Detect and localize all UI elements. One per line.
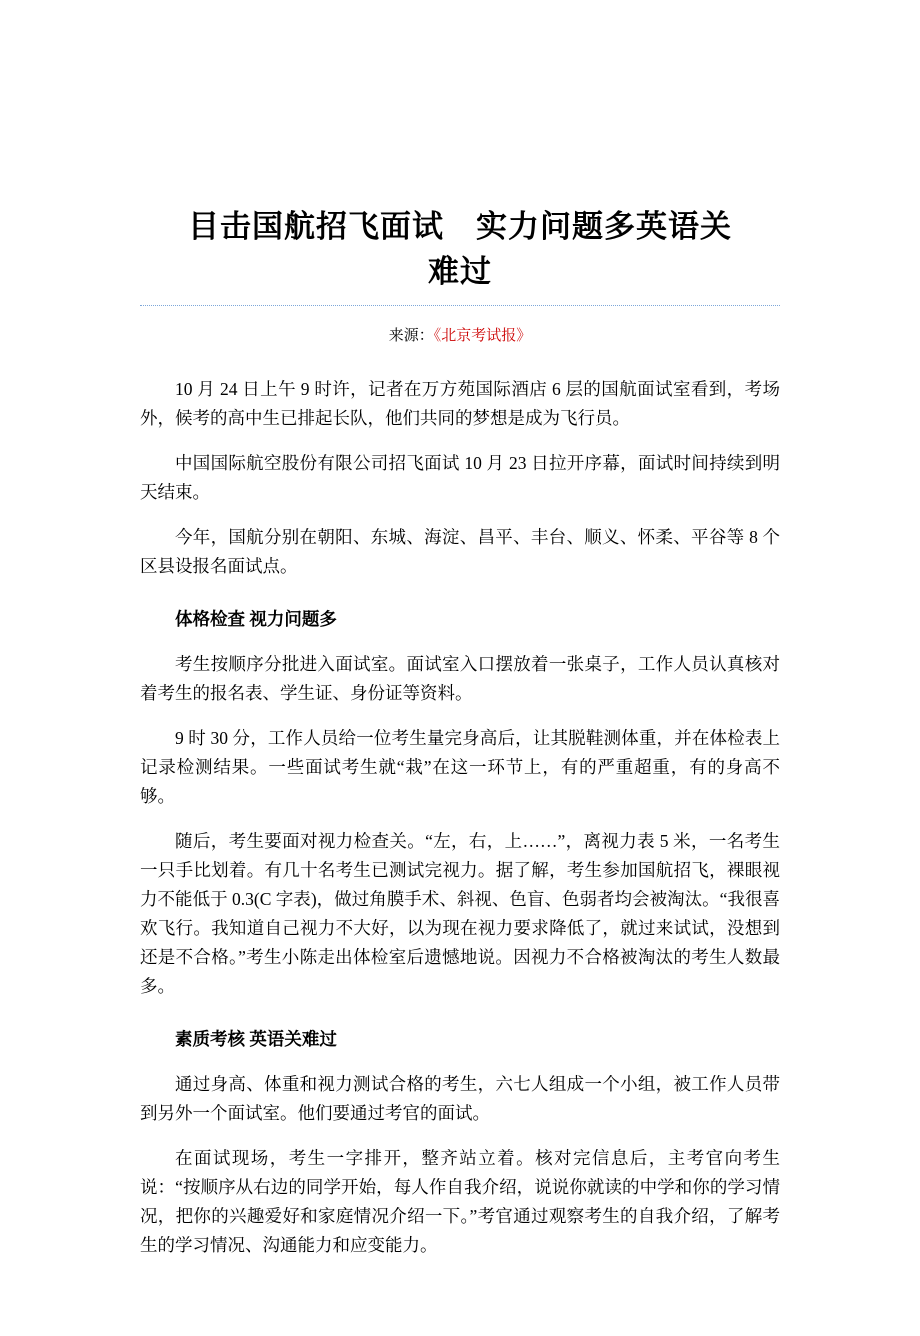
paragraph: 通过身高、体重和视力测试合格的考生，六七人组成一个小组，被工作人员带到另外一个面试室。他们要通过考官的面试。: [140, 1073, 780, 1123]
section-heading-quality-assessment: 素质考核 英语关难过: [175, 1028, 337, 1049]
paragraph: 今年，国航分别在朝阳、东城、海淀、昌平、丰台、顺义、怀柔、平谷等 8 个区县设报名面试点。: [140, 526, 780, 576]
source-label: 来源：: [388, 327, 434, 344]
source-link[interactable]: 《北京考试报》: [433, 327, 532, 344]
source-line: [140, 324, 780, 345]
paragraph: 考生按顺序分批进入面试室。面试室入口摆放着一张桌子，工作人员认真核对着考生的报名表、学生证、身份证等资料。: [140, 653, 780, 703]
section-heading-physical-exam: 体格检查 视力问题多: [175, 608, 337, 629]
paragraph: 10 月 24 日上午 9 时许，记者在万方苑国际酒店 6 层的国航面试室看到，考场外，候考的高中生已排起长队，他们共同的梦想是成为飞行员。: [140, 378, 780, 428]
paragraph: 9 时 30 分，工作人员给一位考生量完身高后，让其脱鞋测体重，并在体检表上记录检测结果。一些面试考生就“栽”在这一环节上，有的严重超重，有的身高不够。: [140, 727, 780, 806]
title-separator: [140, 305, 780, 306]
paragraph: 在面试现场，考生一字排开，整齐站立着。核对完信息后，主考官向考生说：“按顺序从右边的同学开始，每人作自我介绍，说说你就读的中学和你的学习情况，把你的兴趣爱好和家庭情况介绍一下。”考官通过观察考生的自我介绍，了解考生的学习情况、沟通能力和应变能力。: [140, 1147, 780, 1255]
page-title-line-1: 目击国航招飞面试 实力问题多英语关: [188, 209, 732, 244]
paragraph: 随后，考生要面对视力检查关。“左，右，上……”，离视力表 5 米，一名考生一只手比划着。有几十名考生已测试完视力。据了解，考生参加国航招飞，裸眼视力不能低于 0.3(C 字表)，做过角膜手术、斜视、色盲、色弱者均会被淘汰。“我很喜欢飞行。我知道自己视力不大好，以为现在视力要求降低了，就过来试试，没想到还是不合格。”考生小陈走出体检室后遗憾地说。因视力不合格被淘汰的考生人数最多。: [140, 830, 780, 996]
page-title-line-2: 难过: [428, 253, 492, 289]
page-title: [140, 205, 780, 295]
paragraph: 中国国际航空股份有限公司招飞面试 10 月 23 日拉开序幕，面试时间持续到明天结束。: [140, 452, 780, 502]
